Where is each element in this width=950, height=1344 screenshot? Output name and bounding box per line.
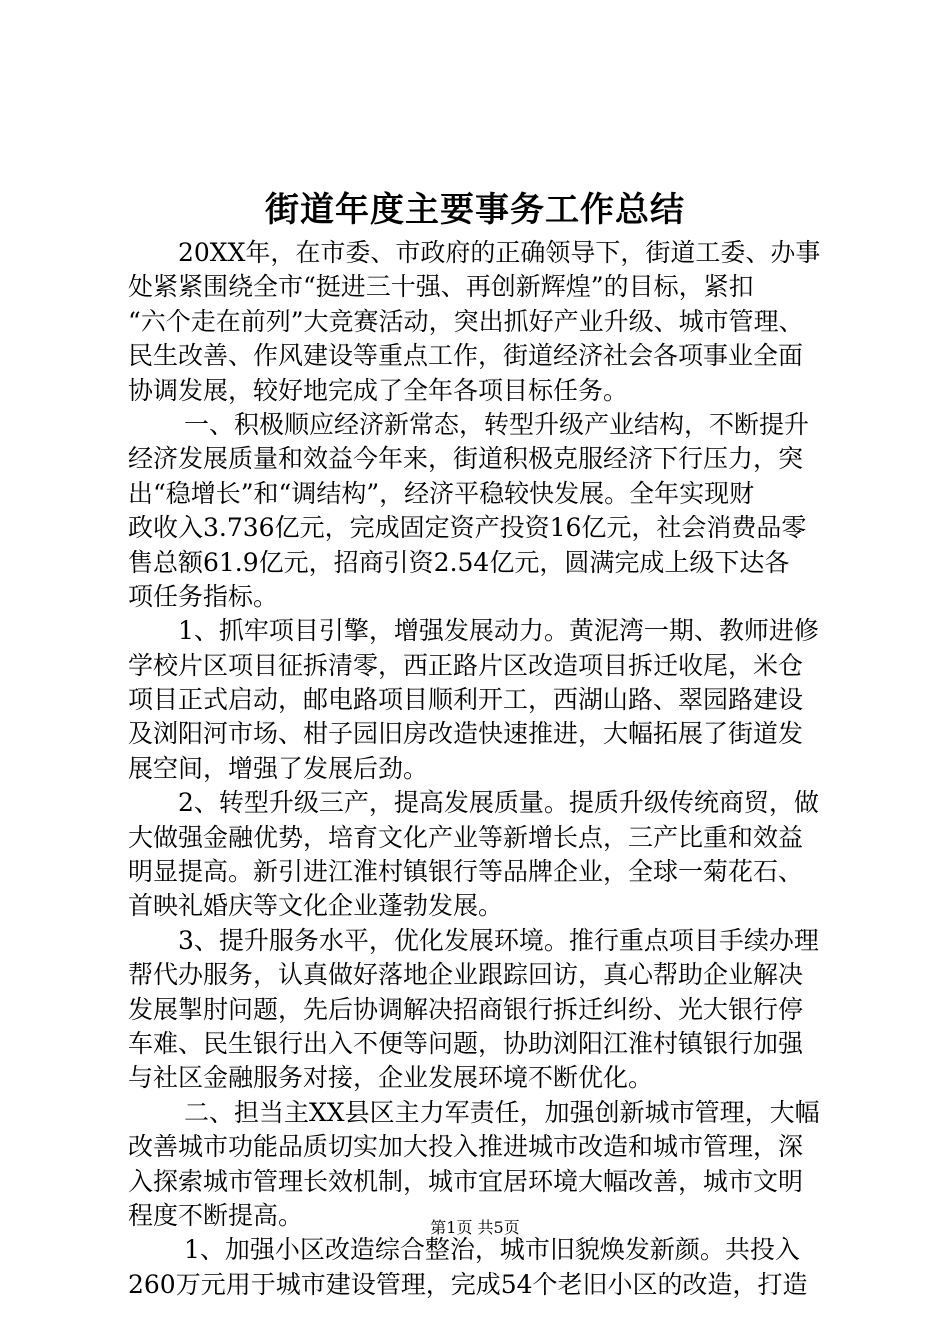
text-line: 改善城市功能品质切实加大投入推进城市改造和城市管理，深	[128, 1132, 804, 1162]
text-line: 及浏阳河市场、柑子园旧房改造快速推进，大幅拓展了街道发	[128, 719, 804, 749]
text-line: 民生改善、作风建设等重点工作，街道经济社会各项事业全面	[128, 341, 804, 371]
document-title: 街道年度主要事务工作总结	[265, 190, 685, 230]
text-line: 2、转型升级三产，提高发展质量。提质升级传统商贸，做	[178, 788, 819, 818]
text-line: 与社区金融服务对接，企业发展环境不断优化。	[128, 1063, 654, 1093]
text-line: 发展掣肘问题，先后协调解决招商银行拆迁纠纷、光大银行停	[128, 994, 804, 1024]
text-line: 政收入3.736亿元，完成固定资产投资16亿元，社会消费品零	[128, 513, 807, 543]
text-line: 售总额61.9亿元，招商引资2.54亿元，圆满完成上级下达各	[128, 547, 790, 577]
text-line: 1、加强小区改造综合整治，城市旧貌焕发新颜。共投入	[184, 1235, 800, 1265]
text-line: 展空间，增强了发展后劲。	[128, 753, 429, 783]
text-line: 学校片区项目征拆清零，西正路片区改造项目拆迁收尾，米仓	[128, 650, 804, 680]
text-line: 入探索城市管理长效机制，城市宜居环境大幅改善，城市文明	[128, 1166, 804, 1196]
text-line: 处紧紧围绕全市“挺进三十强、再创新辉煌”的目标，紧扣	[128, 272, 754, 302]
document-body	[128, 236, 832, 1302]
text-line: 车难、民生银行出入不便等问题，协助浏阳江淮村镇银行加强	[128, 1028, 804, 1058]
text-line: 20XX年，在市委、市政府的正确领导下，街道工委、办事	[178, 238, 821, 267]
page-number-footer: 第1页 共5页	[430, 1218, 520, 1237]
text-line: 大做强金融优势，培育文化产业等新增长点，三产比重和效益	[128, 822, 804, 852]
text-line: 3、提升服务水平，优化发展环境。推行重点项目手续办理	[178, 925, 819, 955]
text-line: 帮代办服务，认真做好落地企业跟踪回访，真心帮助企业解决	[128, 960, 804, 990]
text-line: 二、担当主XX县区主力军责任，加强创新城市管理，大幅	[184, 1097, 820, 1127]
text-line: 明显提高。新引进江淮村镇银行等品牌企业，全球一菊花石、	[128, 857, 804, 887]
text-line: 一、积极顺应经济新常态，转型升级产业结构，不断提升	[184, 409, 810, 439]
text-line: 首映礼婚庆等文化企业蓬勃发展。	[128, 891, 504, 921]
text-line: 出“稳增长”和“调结构”，经济平稳较快发展。全年实现财	[128, 478, 755, 508]
text-line: 项目正式启动，邮电路项目顺利开工，西湖山路、翠园路建设	[128, 685, 804, 715]
text-line: 协调发展，较好地完成了全年各项目标任务。	[128, 375, 629, 405]
text-line: 1、抓牢项目引擎，增强发展动力。黄泥湾一期、教师进修	[178, 616, 819, 646]
text-line: 程度不断提高。	[128, 1200, 304, 1230]
text-line: 经济发展质量和效益今年来，街道积极克服经济下行压力，突	[128, 444, 804, 474]
text-line: “六个走在前列”大竞赛活动，突出抓好产业升级、城市管理、	[128, 306, 804, 336]
text-line: 项任务指标。	[128, 581, 279, 611]
text-line: 260万元用于城市建设管理，完成54个老旧小区的改造，打造	[128, 1269, 808, 1299]
